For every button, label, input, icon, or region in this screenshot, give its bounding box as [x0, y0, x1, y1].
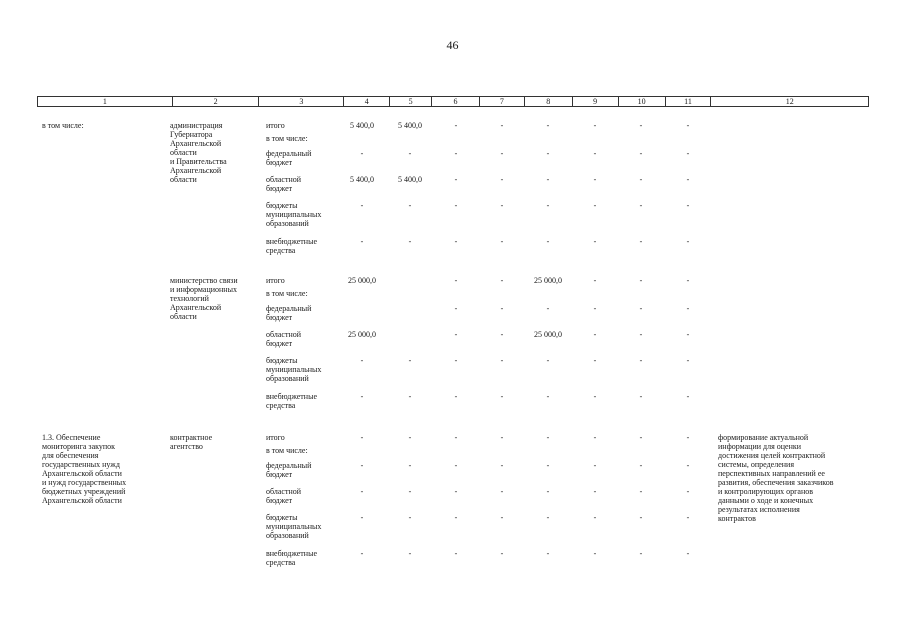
empty-value: - — [593, 392, 597, 401]
empty-value: - — [454, 276, 458, 285]
empty-value: - — [593, 149, 597, 158]
empty-value: - — [546, 149, 550, 158]
empty-value: - — [546, 121, 550, 130]
column-header-12: 12 — [785, 97, 794, 106]
empty-value: - — [593, 461, 597, 470]
column-header-3: 3 — [259, 97, 344, 106]
column-header-9: 9 — [573, 97, 619, 106]
column-header-4: 4 — [344, 97, 390, 106]
column-header-5: 5 — [390, 97, 432, 106]
funding-source-label: федеральный бюджет — [266, 149, 312, 167]
empty-value: - — [593, 175, 597, 184]
empty-value: - — [593, 433, 597, 442]
empty-value: - — [500, 513, 504, 522]
empty-value: - — [500, 201, 504, 210]
empty-value: - — [639, 201, 643, 210]
empty-value: - — [686, 461, 690, 470]
empty-value: - — [639, 356, 643, 365]
empty-value: - — [500, 487, 504, 496]
empty-value: - — [546, 237, 550, 246]
empty-value: - — [546, 392, 550, 401]
funding-source-label: бюджеты муниципальных образований — [266, 356, 322, 383]
funding-source-label: областной бюджет — [266, 175, 302, 193]
empty-value: - — [408, 461, 412, 470]
column-header-2: 2 — [173, 97, 260, 106]
empty-value: - — [360, 201, 364, 210]
empty-value: - — [593, 356, 597, 365]
empty-value: - — [593, 549, 597, 558]
empty-value: - — [593, 513, 597, 522]
expected-result: формирование актуальной информации для оценки достижения целей контрактной системы, определения перспективных направлений ее развития, обеспечения заказчиков и контролирующих органов данными о ходе и конечных результатах исполнения контрактов — [718, 433, 834, 523]
empty-value: - — [639, 276, 643, 285]
empty-value: - — [360, 433, 364, 442]
empty-value: - — [593, 237, 597, 246]
empty-value: - — [686, 549, 690, 558]
empty-value: - — [408, 149, 412, 158]
empty-value: - — [639, 175, 643, 184]
funding-value: 5 400,0 — [350, 121, 374, 130]
empty-value: - — [686, 201, 690, 210]
empty-value: - — [686, 487, 690, 496]
empty-value: - — [686, 121, 690, 130]
empty-value: - — [360, 392, 364, 401]
empty-value: - — [639, 149, 643, 158]
funding-source-label: итого — [266, 276, 285, 285]
empty-value: - — [454, 356, 458, 365]
empty-value: - — [639, 549, 643, 558]
empty-value: - — [408, 356, 412, 365]
funding-value: 25 000,0 — [348, 330, 376, 339]
empty-value: - — [639, 304, 643, 313]
empty-value: - — [546, 433, 550, 442]
empty-value: - — [454, 237, 458, 246]
empty-value: - — [639, 461, 643, 470]
empty-value: - — [454, 175, 458, 184]
empty-value: - — [408, 201, 412, 210]
empty-value: - — [454, 330, 458, 339]
empty-value: - — [408, 549, 412, 558]
empty-value: - — [546, 513, 550, 522]
empty-value: - — [686, 356, 690, 365]
empty-value: - — [500, 392, 504, 401]
empty-value: - — [546, 461, 550, 470]
empty-value: - — [360, 513, 364, 522]
empty-value: - — [546, 201, 550, 210]
funding-source-label: в том числе: — [266, 446, 308, 455]
empty-value: - — [454, 513, 458, 522]
empty-value: - — [500, 276, 504, 285]
empty-value: - — [454, 149, 458, 158]
empty-value: - — [360, 461, 364, 470]
funding-source-label: внебюджетные средства — [266, 549, 317, 567]
empty-value: - — [360, 487, 364, 496]
empty-value: - — [360, 149, 364, 158]
empty-value: - — [500, 461, 504, 470]
column-header-1: 1 — [38, 97, 173, 106]
empty-value: - — [593, 276, 597, 285]
funding-source-label: внебюджетные средства — [266, 392, 317, 410]
empty-value: - — [686, 175, 690, 184]
empty-value: - — [639, 433, 643, 442]
empty-value: - — [546, 487, 550, 496]
empty-value: - — [500, 304, 504, 313]
funding-source-label: областной бюджет — [266, 330, 302, 348]
column-header-6: 6 — [432, 97, 480, 106]
funding-source-label: внебюджетные средства — [266, 237, 317, 255]
empty-value: - — [593, 304, 597, 313]
empty-value: - — [639, 392, 643, 401]
empty-value: - — [408, 237, 412, 246]
empty-value: - — [546, 549, 550, 558]
executor-name: администрация Губернатора Архангельской области и Правительства Архангельской области — [170, 121, 227, 184]
empty-value: - — [454, 433, 458, 442]
funding-source-label: в том числе: — [266, 289, 308, 298]
empty-value: - — [686, 433, 690, 442]
empty-value: - — [686, 392, 690, 401]
empty-value: - — [454, 487, 458, 496]
empty-value: - — [408, 392, 412, 401]
empty-value: - — [360, 237, 364, 246]
empty-value: - — [500, 356, 504, 365]
column-header-11: 11 — [666, 97, 712, 106]
column-header-7: 7 — [480, 97, 525, 106]
empty-value: - — [686, 237, 690, 246]
empty-value: - — [454, 304, 458, 313]
funding-value: 5 400,0 — [398, 121, 422, 130]
empty-value: - — [639, 121, 643, 130]
empty-value: - — [546, 356, 550, 365]
column-header-8: 8 — [525, 97, 573, 106]
empty-value: - — [546, 175, 550, 184]
empty-value: - — [408, 513, 412, 522]
funding-value: 25 000,0 — [534, 276, 562, 285]
empty-value: - — [639, 513, 643, 522]
funding-source-label: итого — [266, 121, 285, 130]
funding-value: 5 400,0 — [350, 175, 374, 184]
funding-source-label: федеральный бюджет — [266, 304, 312, 322]
funding-source-label: федеральный бюджет — [266, 461, 312, 479]
empty-value: - — [639, 237, 643, 246]
page-number: 46 — [446, 38, 459, 52]
funding-value: 25 000,0 — [534, 330, 562, 339]
funding-source-label: итого — [266, 433, 285, 442]
funding-source-label: бюджеты муниципальных образований — [266, 513, 322, 540]
executor-name: министерство связи и информационных технологий Архангельской области — [170, 276, 238, 321]
empty-value: - — [454, 392, 458, 401]
empty-value: - — [686, 276, 690, 285]
empty-value: - — [500, 121, 504, 130]
empty-value: - — [593, 330, 597, 339]
empty-value: - — [360, 549, 364, 558]
empty-value: - — [408, 433, 412, 442]
empty-value: - — [500, 433, 504, 442]
empty-value: - — [408, 487, 412, 496]
column-header-row — [37, 96, 869, 107]
empty-value: - — [500, 237, 504, 246]
executor-name: контрактное агентство — [170, 433, 213, 451]
activity-name: 1.3. Обеспечение мониторинга закупок для обеспечения государственных нужд Архангельской области и нужд государственных бюджетных учреждений Архангельской области — [42, 433, 127, 505]
empty-value: - — [686, 513, 690, 522]
empty-value: - — [593, 121, 597, 130]
column-header-10: 10 — [619, 97, 666, 106]
empty-value: - — [500, 549, 504, 558]
funding-source-label: бюджеты муниципальных образований — [266, 201, 322, 228]
empty-value: - — [454, 549, 458, 558]
empty-value: - — [686, 304, 690, 313]
funding-source-label: областной бюджет — [266, 487, 302, 505]
empty-value: - — [686, 149, 690, 158]
empty-value: - — [686, 330, 690, 339]
empty-value: - — [593, 201, 597, 210]
funding-value: 5 400,0 — [398, 175, 422, 184]
empty-value: - — [454, 461, 458, 470]
empty-value: - — [500, 330, 504, 339]
empty-value: - — [500, 175, 504, 184]
activity-name: в том числе: — [42, 121, 84, 130]
empty-value: - — [360, 356, 364, 365]
empty-value: - — [454, 121, 458, 130]
empty-value: - — [593, 487, 597, 496]
empty-value: - — [639, 487, 643, 496]
empty-value: - — [546, 304, 550, 313]
funding-value: 25 000,0 — [348, 276, 376, 285]
empty-value: - — [500, 149, 504, 158]
empty-value: - — [454, 201, 458, 210]
funding-source-label: в том числе: — [266, 134, 308, 143]
empty-value: - — [639, 330, 643, 339]
